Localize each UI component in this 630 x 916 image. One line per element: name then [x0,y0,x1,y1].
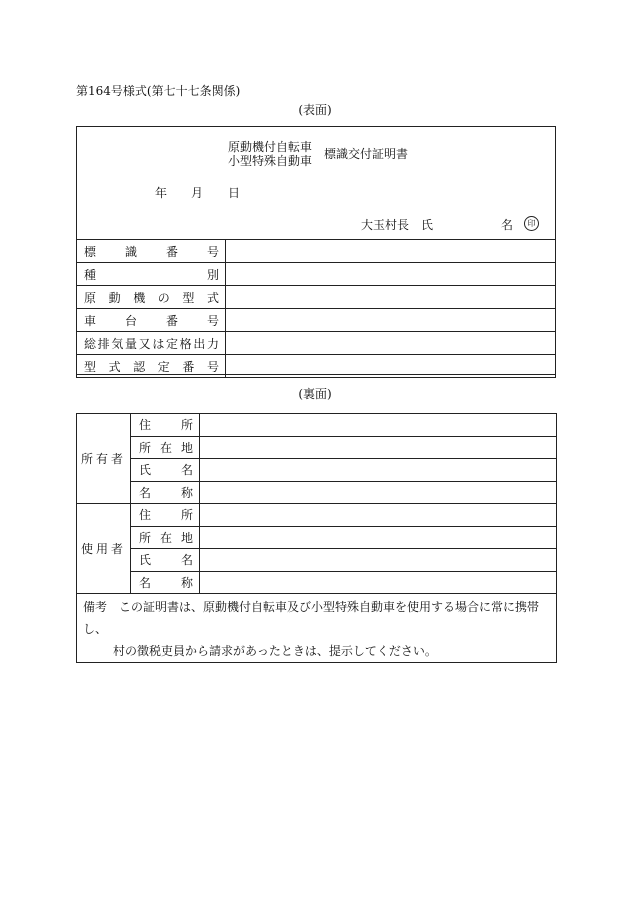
issuer-name: 大玉村長 氏 [361,218,434,232]
user-address-value[interactable] [200,504,557,527]
field-label: 総排気量又は定格出力 [77,332,226,355]
table-row [77,355,556,378]
issuer-name-char: 名 [501,218,514,232]
title-suffix: 標識交付証明書 [324,147,409,161]
owner-address-value[interactable] [200,414,557,437]
front-fields-table [76,239,556,378]
table-row [77,414,557,437]
user-name-value[interactable] [200,549,557,572]
field-label: 種別 [77,263,226,286]
field-label: 車台番号 [77,309,226,332]
remarks-cell [77,594,557,663]
owner-name-label: 氏名 [131,459,200,482]
form-number: 第164号様式(第七十七条関係) [76,84,241,98]
date-month-label: 月 [191,186,204,200]
back-fields-table [76,413,557,663]
field-value[interactable] [226,355,556,378]
date-day-label: 日 [228,186,241,200]
table-row [77,571,557,594]
back-side-label: (裏面) [298,387,332,401]
remarks-row [77,594,557,663]
owner-corporate-name-label: 名称 [131,481,200,504]
table-row [77,481,557,504]
date-year-label: 年 [155,186,168,200]
user-group-label: 使用者 [77,504,131,594]
table-row [77,240,556,263]
user-location-label: 所在地 [131,526,200,549]
field-value[interactable] [226,309,556,332]
table-row [77,526,557,549]
seal-mark: 印 [524,216,539,231]
owner-name-value[interactable] [200,459,557,482]
owner-corporate-name-value[interactable] [200,481,557,504]
front-certificate-box [76,126,556,375]
table-row [77,504,557,527]
table-row [77,286,556,309]
user-location-value[interactable] [200,526,557,549]
field-label: 標識番号 [77,240,226,263]
table-row [77,459,557,482]
user-corporate-name-label: 名称 [131,571,200,594]
title-line-small-special: 小型特殊自動車 [228,154,313,168]
table-row [77,332,556,355]
remarks-line-1: 備考 この証明書は、原動機付自転車及び小型特殊自動車を使用する場合に常に携帯し、 [83,600,540,636]
owner-address-label: 住所 [131,414,200,437]
field-value[interactable] [226,240,556,263]
field-value[interactable] [226,263,556,286]
table-row [77,549,557,572]
table-row [77,436,557,459]
field-value[interactable] [226,286,556,309]
owner-location-label: 所在地 [131,436,200,459]
owner-location-value[interactable] [200,436,557,459]
user-corporate-name-value[interactable] [200,571,557,594]
user-name-label: 氏名 [131,549,200,572]
table-row [77,263,556,286]
front-side-label: (表面) [298,103,332,117]
table-row [77,309,556,332]
remarks-line-2: 村の徴税吏員から請求があったときは、提示してください。 [113,644,437,658]
field-value[interactable] [226,332,556,355]
owner-group-label: 所有者 [77,414,131,504]
field-label: 型式認定番号 [77,355,226,378]
user-address-label: 住所 [131,504,200,527]
field-label: 原動機の型式 [77,286,226,309]
title-line-moped: 原動機付自転車 [228,140,313,154]
